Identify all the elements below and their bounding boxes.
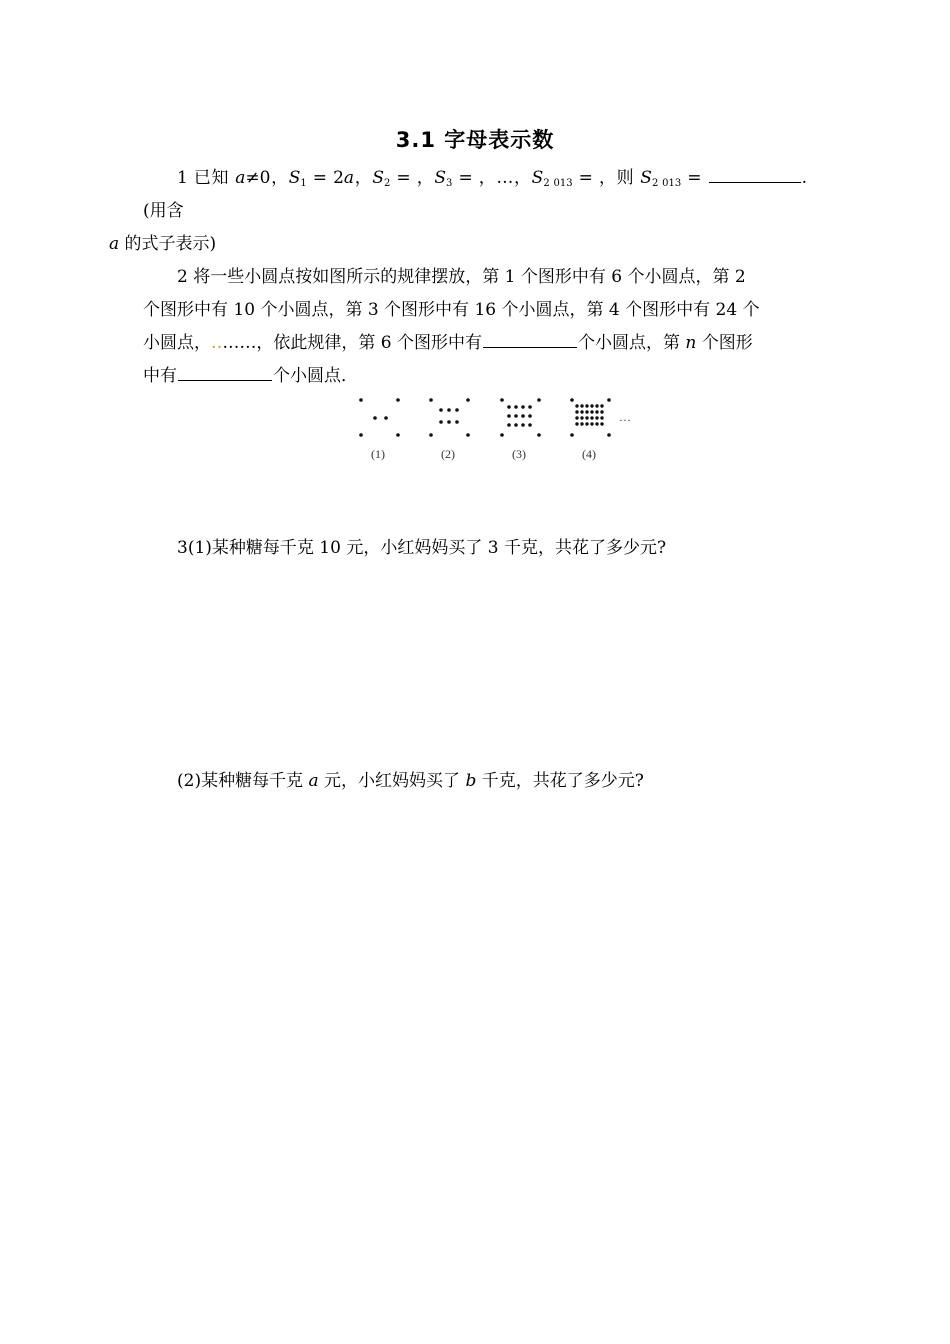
answer-blank-3[interactable] <box>178 360 272 381</box>
question-2 <box>143 261 807 393</box>
question-3-part-1: 3(1)某种糖每千克 10 元，小红妈妈买了 3 千克，共花了多少元? <box>177 538 667 558</box>
q2-line-1: 2 将一些小圆点按如图所示的规律摆放，第 1 个图形中有 6 个小圆点，第 2 <box>177 267 746 287</box>
dot-figure-3 <box>500 398 541 437</box>
fig-ellipsis: … <box>619 410 631 424</box>
answer-blank-2[interactable] <box>483 327 577 348</box>
q1-number: 1 <box>177 168 188 188</box>
answer-blank-1[interactable] <box>709 162 801 183</box>
fig-label-1: (1) <box>371 447 385 461</box>
q2-line-2: 个图形中有 10 个小圆点，第 3 个图形中有 16 个小圆点，第 4 个图形中有 24 个 <box>143 300 760 320</box>
fig-label-3: (3) <box>512 447 526 461</box>
fig-label-2: (2) <box>441 447 455 461</box>
question-3-part-2: (2)某种糖每千克 a 元，小红妈妈买了 b 千克，共花了多少元? <box>177 771 644 791</box>
q2-line-4: 中有 个小圆点． <box>143 360 807 393</box>
fig-label-4: (4) <box>582 447 596 461</box>
dot-figure-2 <box>429 398 470 437</box>
dot-figure-1 <box>359 398 400 437</box>
dot-pattern-figure <box>343 392 643 464</box>
dot-figure-4 <box>570 398 611 437</box>
q2-line-3: 小圆点，‥……，依此规律，第 6 个图形中有 个小圆点，第 n 个图形 <box>143 327 807 360</box>
dot-pattern-svg <box>343 392 643 464</box>
question-1: 1 已知 a≠0，$S_1 = 2a$，$S_2$ = ，$S_3$ = ，…，$S_{2 013}$ = ，则 $S_{2 013}$ = .(用含 a 的式子表示) <box>143 162 807 261</box>
page-title: 3.1 字母表示数 <box>395 128 555 152</box>
